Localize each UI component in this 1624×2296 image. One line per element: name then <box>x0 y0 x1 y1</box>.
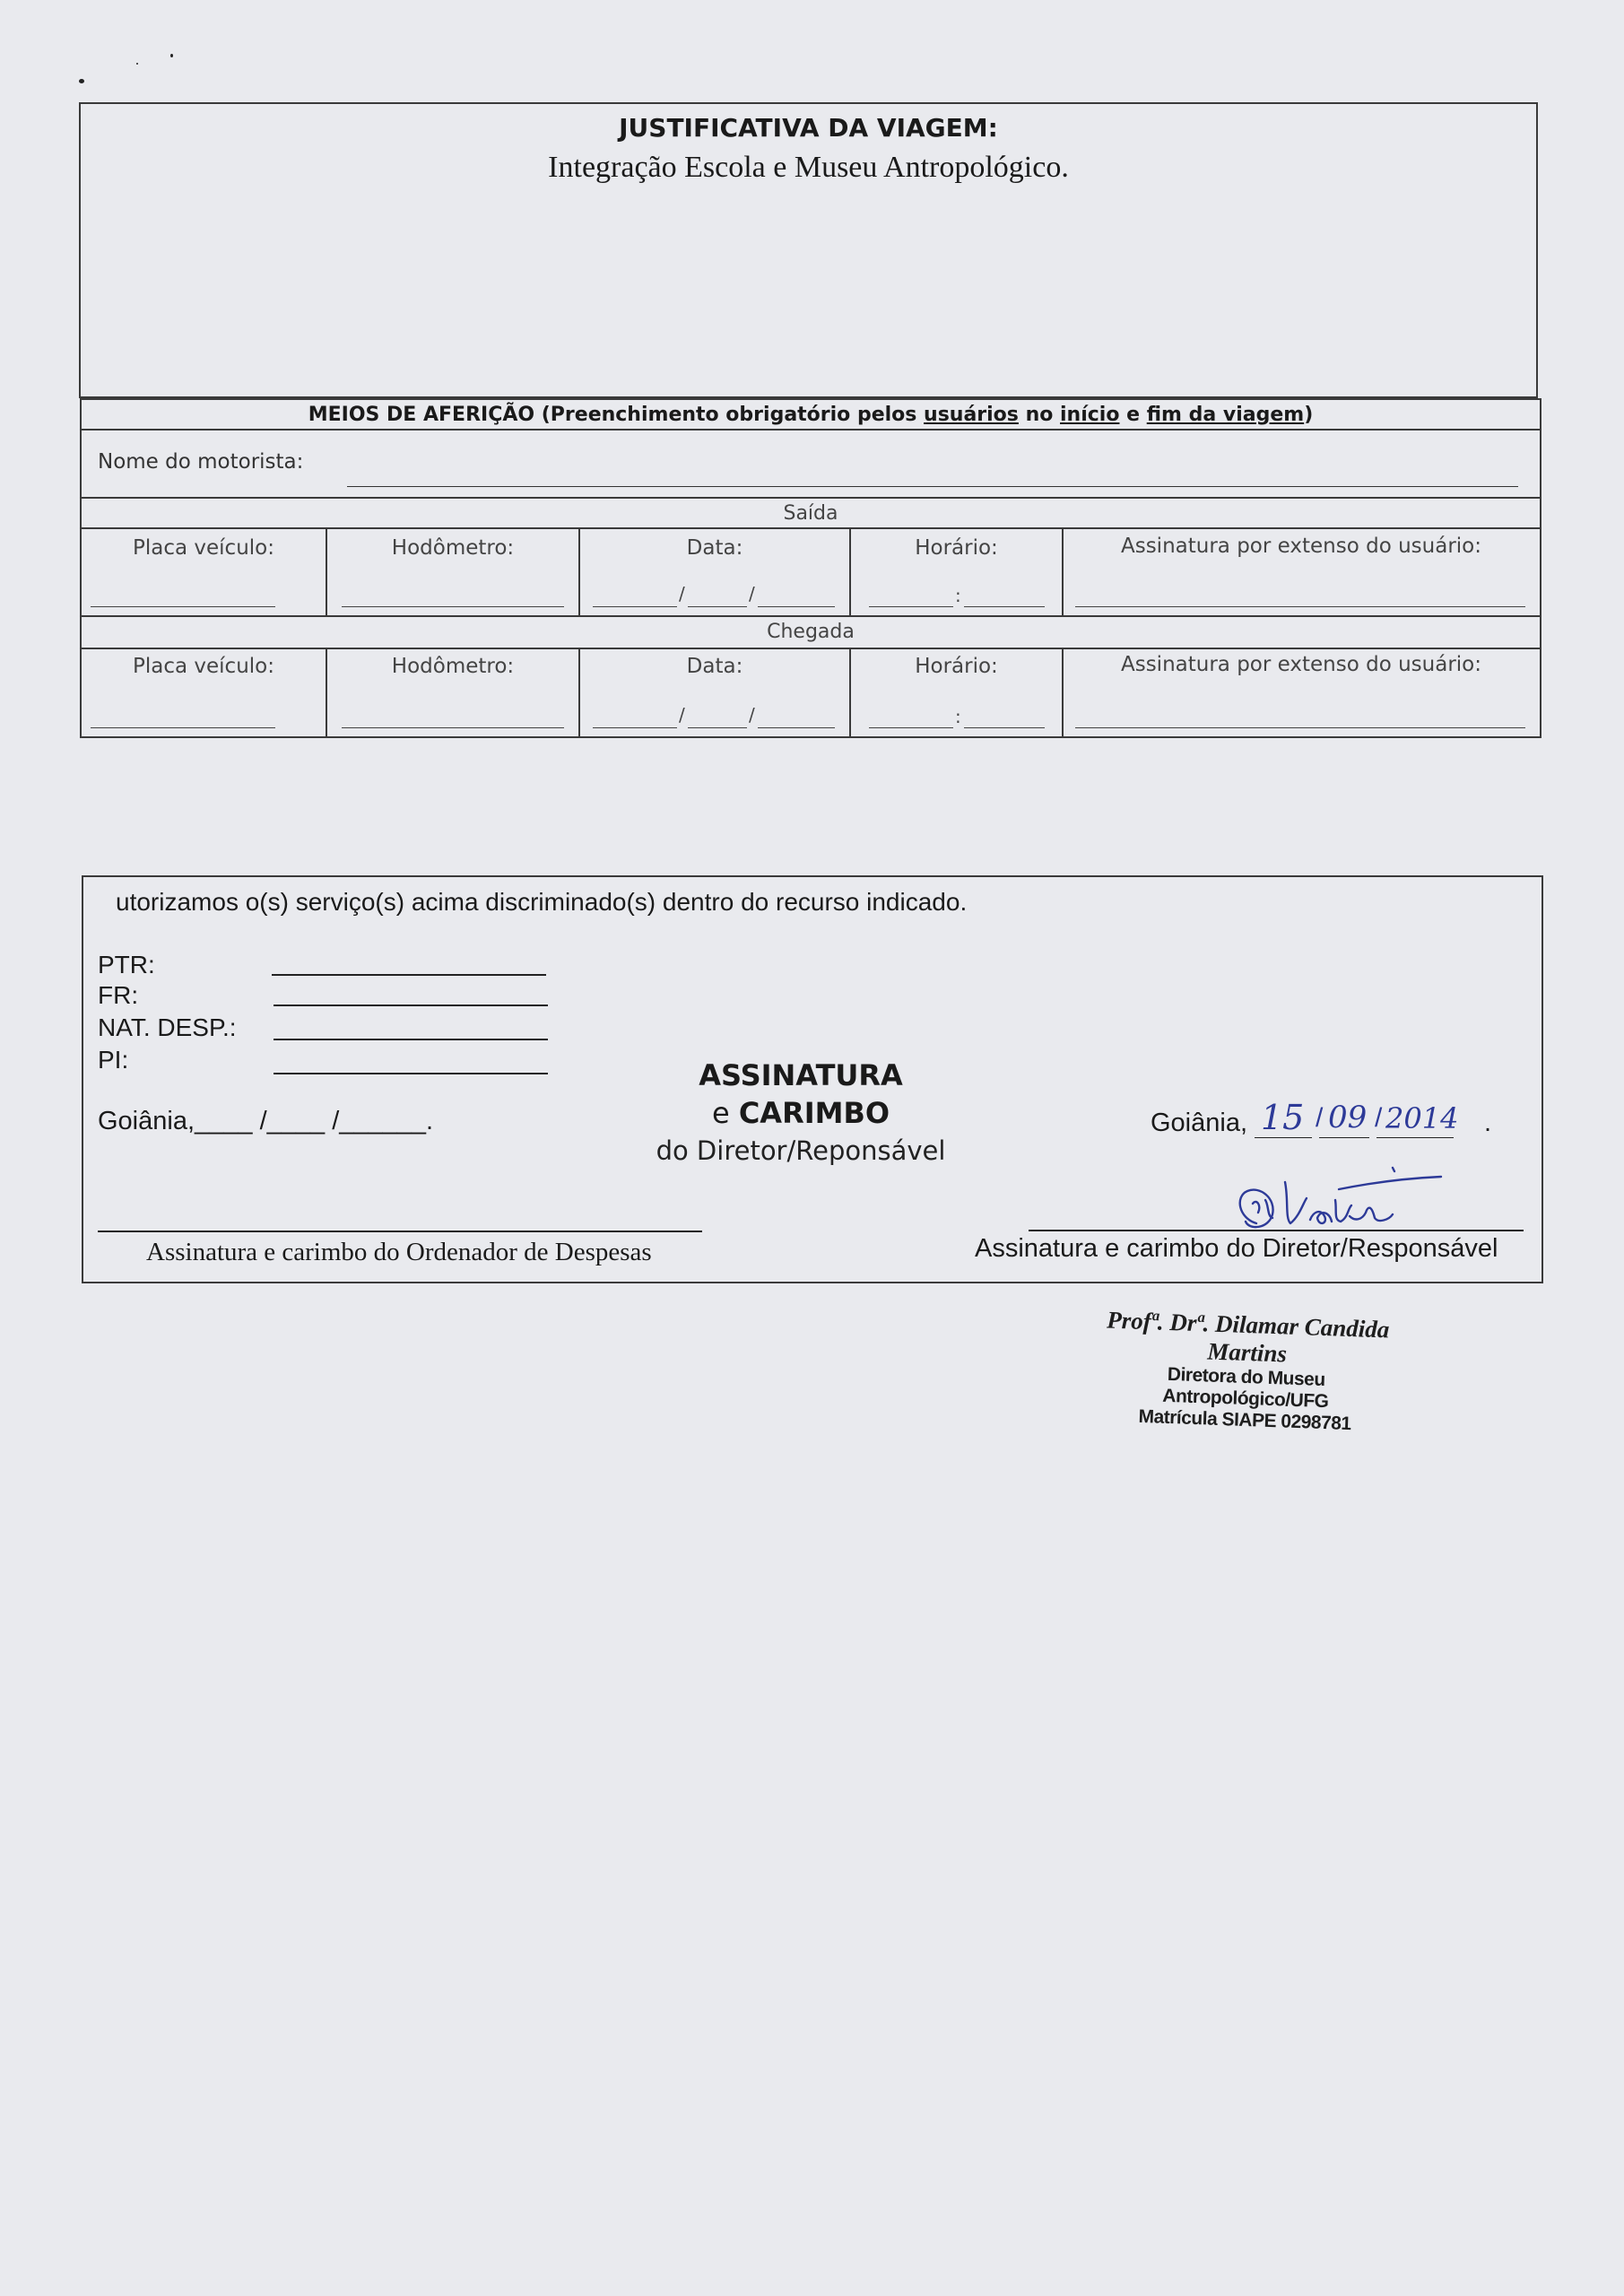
director-stamp <box>1092 1306 1401 1437</box>
date-left[interactable]: Goiânia,____ /____ /______. <box>98 1107 434 1135</box>
motorista-label: Nome do motorista: <box>98 450 304 474</box>
ptr-label: PTR: <box>98 951 155 978</box>
date-separator: / <box>679 583 685 604</box>
meios-afericao-table <box>80 398 1541 738</box>
chegada-horario-m-field[interactable] <box>964 727 1045 728</box>
date-right-day-line <box>1255 1137 1312 1138</box>
justificativa-text: Integração Escola e Museu Antropológico. <box>548 151 1069 184</box>
nat-desp-label: NAT. DESP.: <box>98 1013 237 1041</box>
date-right-day: 15 <box>1261 1098 1305 1137</box>
saida-data-day-field[interactable] <box>593 606 677 607</box>
diretor-signature-label: Assinatura e carimbo do Diretor/Responsável <box>975 1234 1498 1263</box>
chegada-horario-h-field[interactable] <box>869 727 953 728</box>
row-divider <box>82 429 1540 430</box>
date-separator: / <box>749 704 755 726</box>
date-separator: / <box>749 583 755 604</box>
ordenador-signature-line[interactable] <box>98 1231 702 1232</box>
chegada-assinatura-label: Assinatura por extenso do usuário: <box>1120 653 1481 676</box>
saida-data-year-field[interactable] <box>758 606 835 607</box>
sig-title-line2: e CARIMBO <box>711 1096 890 1130</box>
chegada-horario-label: Horário: <box>915 655 998 678</box>
chegada-assinatura-field[interactable] <box>1075 727 1525 728</box>
signature-title <box>604 1057 998 1170</box>
fr-field[interactable] <box>274 1004 548 1006</box>
autorizacao-box <box>82 875 1543 1283</box>
scan-speck <box>170 54 173 57</box>
row-divider <box>82 648 1540 649</box>
ordenador-signature-label: Assinatura e carimbo do Ordenador de Despesas <box>146 1238 652 1266</box>
chegada-data-day-field[interactable] <box>593 727 677 728</box>
date-right[interactable] <box>1151 1109 1247 1138</box>
saida-horario-m-field[interactable] <box>964 606 1045 607</box>
header-usuarios: usuários <box>924 404 1019 426</box>
nat-desp-field[interactable] <box>274 1039 548 1040</box>
date-right-end: . <box>1484 1109 1492 1137</box>
time-separator: : <box>955 585 961 606</box>
chegada-placa-field[interactable] <box>91 727 275 728</box>
motorista-field[interactable] <box>347 486 1518 487</box>
saida-label: Saída <box>783 502 838 525</box>
saida-placa-label: Placa veículo: <box>133 536 274 560</box>
saida-placa-field[interactable] <box>91 606 275 607</box>
date-right-label: Goiânia, <box>1151 1109 1248 1137</box>
date-right-year: 2014 <box>1385 1101 1459 1135</box>
header-inicio: início <box>1060 404 1120 426</box>
row-divider <box>82 497 1540 499</box>
justificativa-title: JUSTIFICATIVA DA VIAGEM: <box>619 113 998 143</box>
sig-title-line1: ASSINATURA <box>699 1058 903 1092</box>
date-right-slash: / <box>1316 1103 1324 1133</box>
stamp-registration: Matrícula SIAPE 0298781 <box>1138 1405 1351 1435</box>
saida-horario-h-field[interactable] <box>869 606 953 607</box>
date-right-slash: / <box>1375 1103 1383 1133</box>
chegada-placa-label: Placa veículo: <box>133 655 274 678</box>
pi-field[interactable] <box>274 1073 548 1074</box>
chegada-data-label: Data: <box>686 655 743 678</box>
saida-data-month-field[interactable] <box>688 606 747 607</box>
sig-title-line3: do Diretor/Reponsável <box>656 1135 946 1166</box>
meios-header: MEIOS DE AFERIÇÃO (Preenchimento obrigatório pelos usuários no início e fim da viagem) <box>308 404 1314 426</box>
header-fim-viagem: fim da viagem <box>1146 404 1305 426</box>
stamp-role: Diretora do Museu Antropológico/UFG <box>1162 1363 1329 1413</box>
chegada-data-month-field[interactable] <box>688 727 747 728</box>
saida-assinatura-label: Assinatura por extenso do usuário: <box>1120 535 1481 558</box>
ptr-field[interactable] <box>272 974 546 976</box>
saida-hodometro-field[interactable] <box>342 606 564 607</box>
saida-assinatura-field[interactable] <box>1075 606 1525 607</box>
time-separator: : <box>955 706 961 727</box>
date-right-year-line <box>1376 1137 1454 1138</box>
pi-label: PI: <box>98 1046 129 1074</box>
chegada-label: Chegada <box>767 621 855 643</box>
scan-speck <box>136 63 138 65</box>
saida-horario-label: Horário: <box>915 536 998 560</box>
chegada-hodometro-field[interactable] <box>342 727 564 728</box>
justificativa-box <box>79 102 1538 398</box>
date-right-month-line <box>1319 1137 1369 1138</box>
stamp-name: Profª. Drª. Dilamar Candida Martins <box>1106 1306 1390 1368</box>
date-separator: / <box>679 704 685 726</box>
fr-label: FR: <box>98 981 139 1009</box>
row-divider <box>82 527 1540 529</box>
scan-speck <box>79 79 84 83</box>
row-divider <box>82 615 1540 617</box>
chegada-data-year-field[interactable] <box>758 727 835 728</box>
autorizacao-text: utorizamos o(s) serviço(s) acima discriminado(s) dentro do recurso indicado. <box>116 888 968 916</box>
saida-hodometro-label: Hodômetro: <box>391 536 515 560</box>
date-right-month: 09 <box>1328 1100 1368 1135</box>
saida-data-label: Data: <box>686 536 743 560</box>
chegada-hodometro-label: Hodômetro: <box>391 655 515 678</box>
